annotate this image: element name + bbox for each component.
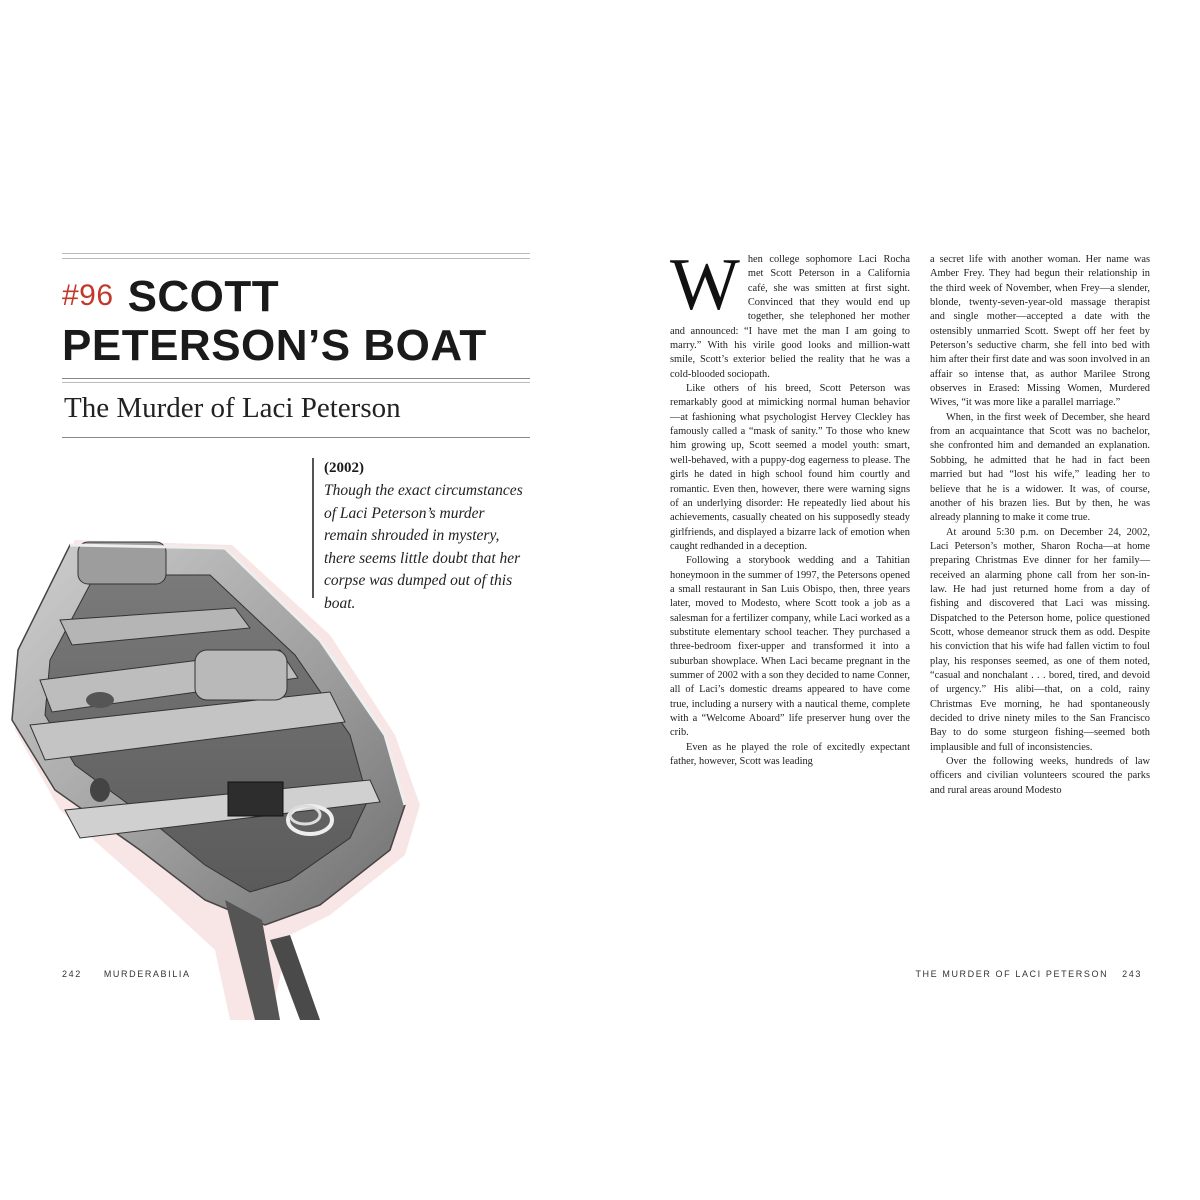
- paragraph: At around 5:30 p.m. on December 24, 2002, Laci Peterson’s mother, Sharon Rocha—at home preparing Christmas Eve dinner for her family—received an alarming phone call from her son-in-law. He had just returned home from a day of fishing and discovered that Laci was missing. Dispatched to the Peterson home, police questioned Scott, whose demeanor struck them as odd. Despite his conviction that his wife had fallen victim to foul play, his responses seemed, as one of them noted, “casual and nonchalant . . . bored, tired, and devoid of urgency.” His alibi—that, on a cold, rainy Christmas Eve morning, he had spontaneously decided to drive ninety miles to the San Francisco Bay to do some sturgeon fishing—seemed both implausible and full of inconsistencies.: [930, 526, 1150, 753]
- folio-right-label: THE MURDER OF LACI PETERSON: [915, 969, 1109, 979]
- paragraph: Following a storybook wedding and a Tahitian honeymoon in the summer of 1997, the Petersons opened a small restaurant in San Luis Obispo, then, three years later, moved to Modesto, where Scott took a job as a salesman for a fertilizer company, while Laci worked as a substitute elementary school teacher. They purchased a three-bedroom fixer-upper and transformed it into a suburban showplace. When Laci became pregnant in the summer of 2002 with a son they decided to name Conner, all of Laci’s domestic dreams appeared to have come true, including a nursery with a nautical theme, complete with a “Welcome Aboard” life preserver hung over the crib.: [670, 555, 910, 739]
- boat-photo: [0, 520, 430, 1020]
- paragraph: Over the following weeks, hundreds of law officers and civilian volunteers scoured the parks and rural areas around Modesto: [930, 756, 1150, 796]
- title-rule-mid-inner: [62, 382, 530, 383]
- title-rule-mid: [62, 378, 530, 379]
- paragraph: a secret life with another woman. Her name was Amber Frey. They had begun their relationship in the third week of November, when Frey—a slender, blonde, twenty-seven-year-old massage therapist and single mother—accepted a date with the ostensibly unmarried Scott. Swept off her feet by Peterson’s seductive charm, she fell into bed with him after their first date and was soon involved in an affair so intense that, as author Marilee Strong observes in Erased: Missing Women, Murdered Wives, “it was more like a parallel marriage.”: [930, 254, 1150, 409]
- title-rule-top-inner: [62, 258, 530, 259]
- folio-right: [915, 969, 1142, 979]
- drop-cap: W: [670, 244, 740, 326]
- text-column-1: [670, 244, 910, 953]
- chapter-title-line2: PETERSON’S BOAT: [62, 321, 487, 370]
- chapter-title-line1: SCOTT: [127, 272, 280, 321]
- folio-left-page: 242: [62, 969, 82, 979]
- title-rule-top: [62, 253, 530, 254]
- subtitle-rule: [62, 437, 530, 438]
- paragraph: hen college sophomore Laci Rocha met Scott Peterson in a California café, she was smitten at first sight. Convinced that they would end up together, she telephoned her mother and announced: “I have met the man I am going to marry.” With his virile good looks and million-watt smile, Scott’s exterior belied the reality that he was a cold-blooded sociopath.: [670, 254, 910, 380]
- folio-left-label: MURDERABILIA: [103, 969, 191, 979]
- caption-text: Though the exact circumstances of Laci Peterson’s murder remain shrouded in mystery, there seems little doubt that her corpse was dumped out of this boat.: [324, 482, 523, 612]
- folio-right-page: 243: [1122, 969, 1142, 979]
- paragraph: Like others of his breed, Scott Peterson was remarkably good at mimicking normal human behavior—at fashioning what psychologist Hervey Cleckley has famously called a “mask of sanity.” To those who knew him growing up, Scott seemed a model youth: smart, well-behaved, with a puppy-dog eagerness to please. The girls he dated in high school found him courtly and romantic. Even then, however, there were warning signs of an underlying disorder: He repeatedly lied about his achievements, casually cheated on his supposedly steady girlfriends, and displayed a bizarre lack of emotion when caught redhanded in a deception.: [670, 383, 910, 552]
- chapter-subtitle: The Murder of Laci Peterson: [64, 392, 401, 424]
- folio-left: [62, 969, 191, 979]
- text-column-2: [930, 253, 1150, 953]
- paragraph: Even as he played the role of excitedly expectant father, however, Scott was leading: [670, 741, 910, 768]
- caption-year: (2002): [324, 460, 364, 476]
- chapter-number: #96: [62, 279, 114, 312]
- paragraph: When, in the first week of December, she heard from an acquaintance that Scott was no bachelor, she confronted him and demanded an explanation. Sobbing, he admitted that he had in fact been married but had “lost his wife,” leading her to believe that he is a widower. It was, of course, another of his brazen lies. But by then, he was already planning to make it come true.: [930, 411, 1150, 524]
- chapter-title: [62, 272, 279, 321]
